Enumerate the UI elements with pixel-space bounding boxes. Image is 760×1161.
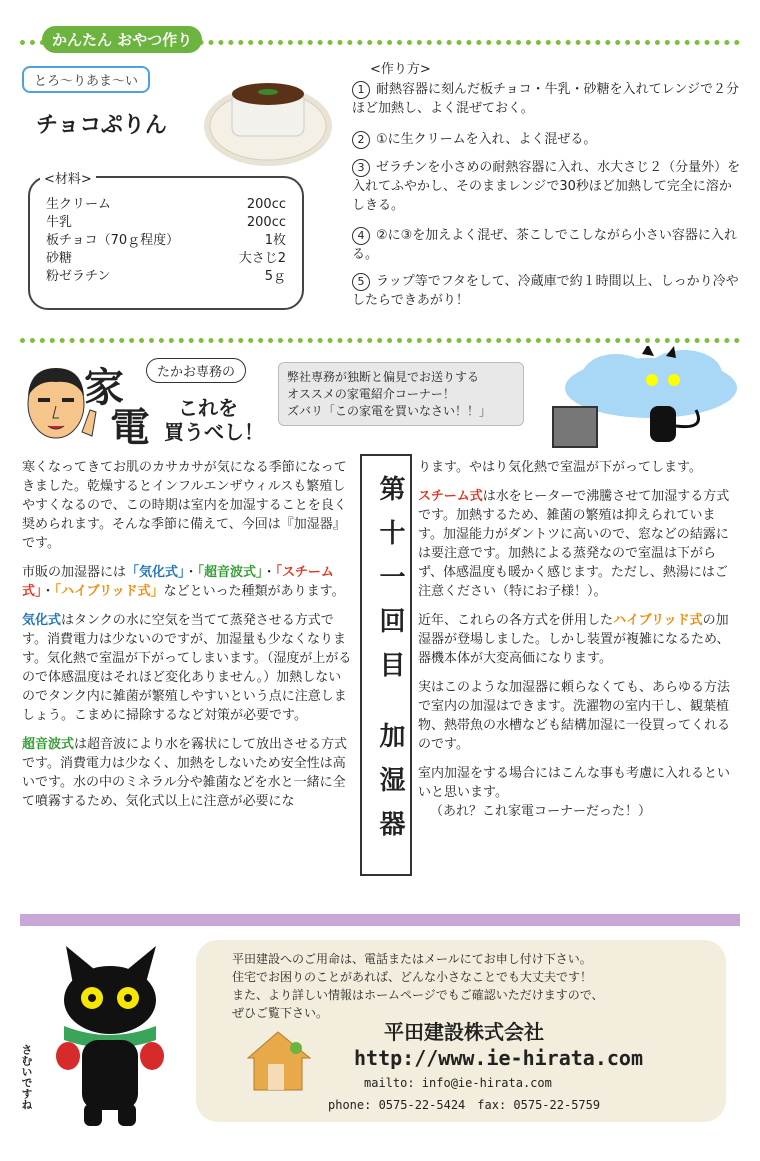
material-row: 生クリーム 200cc xyxy=(46,197,286,212)
left-para-3: 気化式はタンクの水に空気を当てて蒸発させる方式です。消費電力は少ないのですが、加湿量も少なくなります。気化熱で室温が下がってしまいます。（湿度が上がるので体感温度はそれほど変化ありません。）加熱しないのでタンク内に雑菌が繁殖しやすいという点に注意しましょう。こまめに掃除するなど対策が必要です。 xyxy=(22,613,352,723)
right-para-4: 実はこのような加湿器に頼らなくても、あらゆる方法で室内の加湿はできます。洗濯物の室内干し、観葉植物、熱帯魚の水槽なども結構加湿に一役買ってくれるのです。 xyxy=(418,680,731,752)
material-row: 板チョコ（70ｇ程度） 1枚 xyxy=(46,233,286,248)
intro-box: 弊社専務が独断と偏見でお送りする オススメの家電紹介コーナー！ ズバリ「この家電を買いなさい！！」 xyxy=(278,362,524,426)
right-para-1: ります。やはり気化熱で室温が下がってします。 xyxy=(418,460,702,475)
step-1: 1 耐熱容器に刻んだ板チョコ・牛乳・砂糖を入れてレンジで２分ほど加熱し、よく混ぜておく。 xyxy=(352,82,739,116)
middle-dotted-divider xyxy=(20,338,740,343)
recipe-header: かんたん おやつ作り xyxy=(42,26,202,53)
step-2: 2 ①に生クリームを入れ、よく混ぜる。 xyxy=(352,130,742,149)
materials-title: <材料> xyxy=(40,168,96,187)
kaden-right-column xyxy=(418,458,740,831)
left-para-2: 市販の加湿器には「気化式」・「超音波式」・「スチーム式」・「ハイブリッド式」などといった種類があります。 xyxy=(22,565,345,599)
black-cat-scarf-illustration xyxy=(44,944,176,1134)
materials-list xyxy=(46,196,286,286)
material-row: 牛乳 200cc xyxy=(46,215,286,230)
kaden-left-column xyxy=(22,458,352,821)
footer-message: 平田建設へのご用命は、電話またはメールにてお申し付け下さい。 住宅でお困りのことがあれば、どんな小さなことでも大丈夫です！ また、より詳しい情報はホームページでもご確認いただけますので、 ぜひご覧下さい。 xyxy=(232,952,604,1020)
left-para-1: 寒くなってきてお肌のカサカサが気になる季節になってきました。乾燥するとインフルエンザウィルスも繁殖しやすくなるので、この時期は室内を加湿することを良く奨められます。そんな季節に備えて、今回は『加湿器』です。 xyxy=(22,460,347,551)
company-phone: phone: 0575-22-5424 fax: 0575-22-5759 xyxy=(328,1098,601,1112)
material-row: 粉ゼラチン 5ｇ xyxy=(46,269,286,284)
material-row: 砂糖 大さじ2 xyxy=(46,251,286,266)
step-4: 4 ②に③を加えよく混ぜ、茶こしでこしながら小さい容器に入れる。 xyxy=(352,228,737,262)
right-para-5: 室内加湿をする場合にはこんな事も考慮に入れるといいと思います。 xyxy=(418,766,731,800)
house-logo-icon xyxy=(244,1026,314,1096)
right-para-6: （あれ？これ家電コーナーだった！） xyxy=(430,804,652,819)
company-name: 平田建設株式会社 xyxy=(384,1020,544,1044)
kaden-logo-ie: 家 xyxy=(84,364,124,411)
company-url[interactable]: http://www.ie-hirata.com xyxy=(354,1046,643,1070)
materials-box xyxy=(28,172,304,310)
senmu-bubble: たかお専務の xyxy=(146,358,246,383)
kaden-logo-sub2: 買うべし！ xyxy=(164,420,264,444)
pudding-photo xyxy=(198,64,338,170)
kaden-logo-den: 電 xyxy=(110,404,150,451)
right-para-2: スチーム式は水をヒーターで沸騰させて加湿する方式です。加熱するため、雑菌の繁殖は抑えられています。加湿能力がダントツに高いので、窓などの結露には要注意です。加熱による蒸発なので室温は下がらず、体感温度も暖かく感じます。ただし、熱湯にはご注意ください（特にお子様！）。 xyxy=(418,489,730,599)
right-para-3: 近年、これらの各方式を併用したハイブリッド式の加湿器が登場しました。しかし装置が複雑になるため、器機本体が大変高価になります。 xyxy=(418,613,730,666)
footer-divider xyxy=(20,914,740,926)
company-mail[interactable]: mailto: info@ie-hirata.com xyxy=(364,1076,552,1090)
step-3: 3 ゼラチンを小さめの耐熱容器に入れ、水大さじ２（分量外）を入れてふやかし、そのままレンジで30秒ほど加熱して完全に溶かしきる。 xyxy=(352,160,741,213)
humidifier-icon xyxy=(552,406,598,448)
kaden-logo-sub1: これを xyxy=(178,396,238,420)
step-5: 5 ラップ等でフタをして、冷蔵庫で約１時間以上、しっかり冷やしたらできあがり！ xyxy=(352,274,739,308)
dish-name: チョコぷりん xyxy=(36,113,167,138)
steps-title: <作り方> xyxy=(370,62,431,77)
cat-text: さむいですね xyxy=(20,1044,33,1110)
left-para-4: 超音波式は超音波により水を霧状にして放出させる方式です。消費電力は少なく、加熱をしないため安全性は高いです。水の中のミネラル分や雑菌などを水と一緒に全て噴霧するため、気化式以上に注意が必要にな xyxy=(22,737,348,809)
vertical-title: 第十一回目 加湿器 xyxy=(360,454,412,876)
recipe-tagline-bubble xyxy=(22,66,150,93)
recipe-tagline: とろ〜りあま〜い xyxy=(34,74,139,89)
